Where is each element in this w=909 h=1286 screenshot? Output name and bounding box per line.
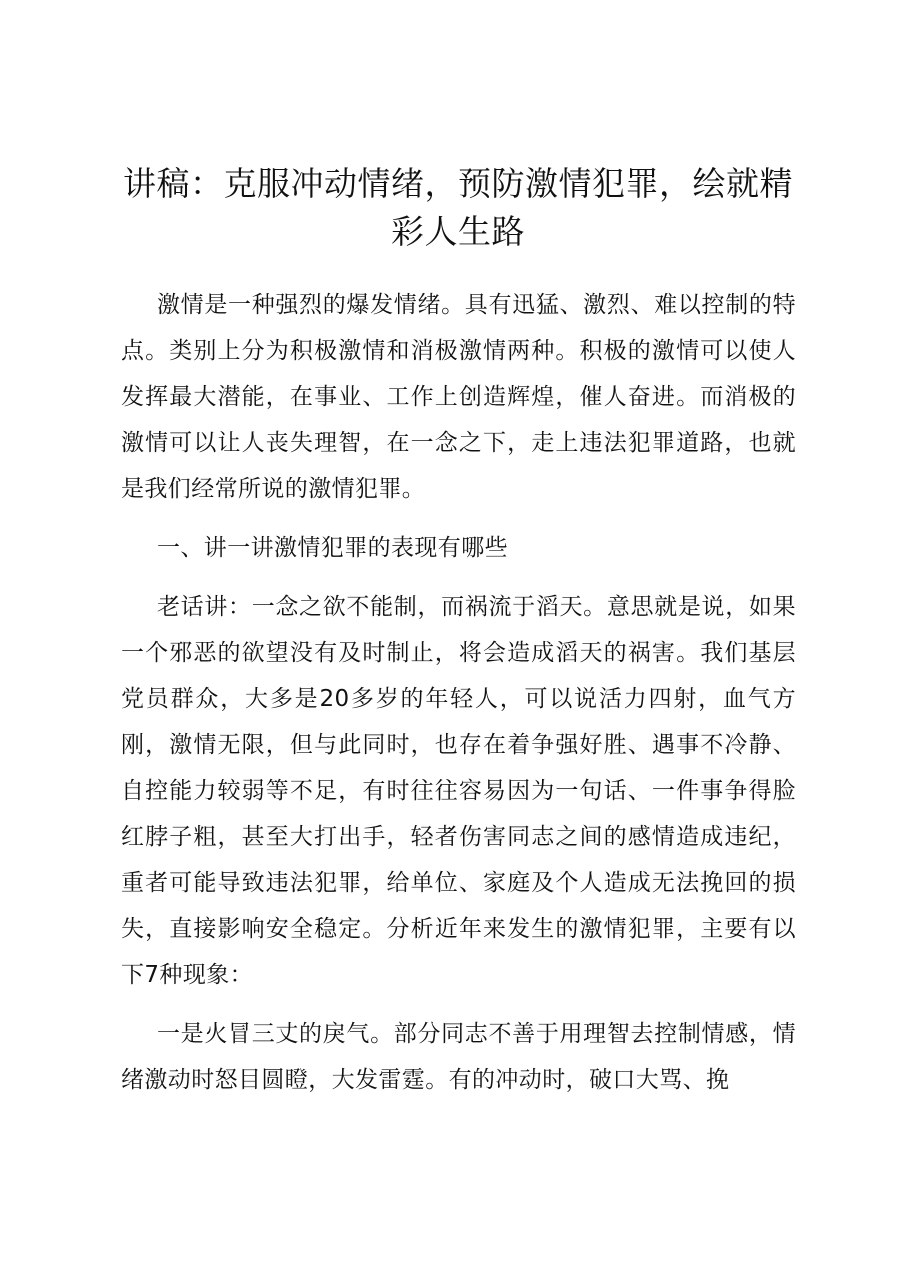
document-body [121, 282, 796, 1116]
paragraph-saying: 老话讲：一念之欲不能制，而祸流于滔天。意思就是说，如果一个邪恶的欲望没有及时制止，将会造成滔天的祸害。我们基层党员群众，大多是20多岁的年轻人，可以说活力四射，血气方刚，激情无限，但与此同时，也存在着争强好胜、遇事不冷静、自控能力较弱等不足，有时往往容易因为一句话、一件事争得脸红脖子粗，甚至大打出手，轻者伤害同志之间的感情造成违纪，重者可能导致违法犯罪，给单位、家庭及个人造成无法挽回的损失，直接影响安全稳定。分析近年来发生的激情犯罪，主要有以下7种现象： [121, 594, 796, 988]
paragraph-point-one: 一是火冒三丈的戾气。部分同志不善于用理智去控制情感，情绪激动时怒目圆瞪，大发雷霆。有的冲动时，破口大骂、挽 [121, 1021, 796, 1093]
section-heading: 一、讲一讲激情犯罪的表现有哪些 [157, 535, 508, 561]
paragraph-intro: 激情是一种强烈的爆发情绪。具有迅猛、激烈、难以控制的特点。类别上分为积极激情和消极激情两种。积极的激情可以使人发挥最大潜能，在事业、工作上创造辉煌，催人奋进。而消极的激情可以让人丧失理智，在一念之下，走上违法犯罪道路，也就是我们经常所说的激情犯罪。 [121, 292, 796, 502]
document-title: 讲稿：克服冲动情绪，预防激情犯罪，绘就精彩人生路 [123, 164, 793, 251]
